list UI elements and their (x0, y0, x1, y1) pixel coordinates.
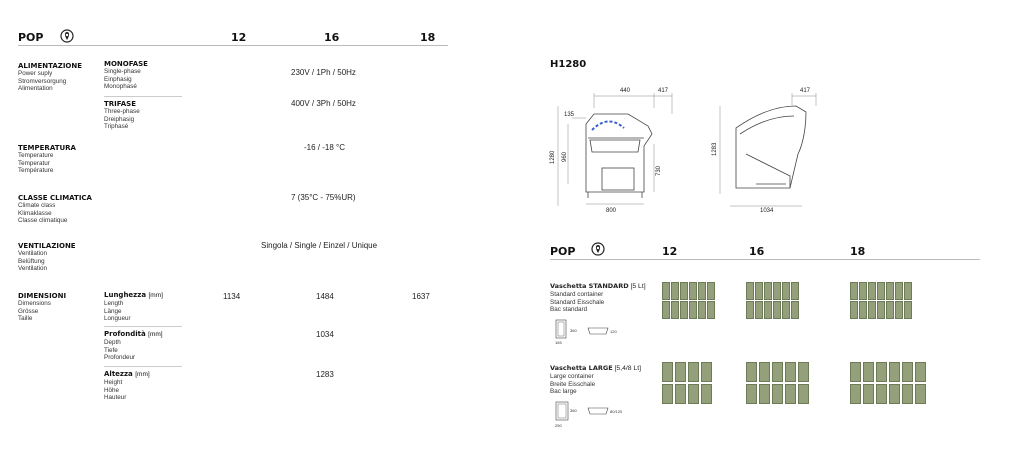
icon-dim-w: 165 (555, 340, 562, 345)
subsection-title: Altezza (104, 370, 133, 378)
subsection-sub: Tiefe (104, 346, 118, 354)
tray-cell (764, 301, 772, 319)
perspective-drawing (706, 84, 836, 219)
dim-135: 135 (564, 112, 575, 118)
dim-417: 417 (800, 88, 811, 94)
tray-sub: Standard container (550, 291, 604, 298)
ventilation-value: Singola / Single / Einzel / Unique (261, 241, 378, 250)
tray-cell (785, 362, 796, 382)
section-sub: Power suply (18, 70, 53, 77)
col-header-18: 18 (420, 31, 436, 44)
section-sub: Belüftung (18, 257, 45, 265)
tray-cell (675, 384, 686, 404)
tray-cell (859, 301, 867, 319)
tray-cell (759, 362, 770, 382)
subsection-sub: Three-phase (104, 108, 140, 115)
subsection-title: Profondità (104, 330, 146, 338)
tray-cell (886, 282, 894, 300)
dim-1283: 1283 (712, 142, 718, 156)
section-sub: Alimentation (18, 85, 53, 93)
tray-large-icon (552, 400, 622, 435)
tray-cell (915, 362, 926, 382)
section-ventilazione (18, 242, 76, 273)
tray-cell (886, 301, 894, 319)
tray-cell (850, 301, 858, 319)
model-title: H1280 (550, 59, 587, 70)
section-sub: Ventilation (18, 250, 48, 257)
tray-cell (701, 384, 712, 404)
tray-cell (889, 362, 900, 382)
tray-cell (662, 384, 673, 404)
col-header-16: 16 (324, 31, 340, 44)
dim-1280: 1280 (550, 150, 556, 164)
subsection-sub: Profondeur (104, 354, 136, 362)
climate-class-value: 7 (35°C - 75%UR) (291, 193, 356, 202)
subsection-altezza (104, 370, 150, 402)
tray-cell (876, 384, 887, 404)
section-title: ALIMENTAZIONE (18, 62, 83, 70)
tray-cell (764, 282, 772, 300)
tray-cell (675, 362, 686, 382)
tray-standard-label (550, 282, 646, 314)
subsection-sub: Height (104, 379, 123, 386)
tray-cell (755, 301, 763, 319)
section-sub: Dimensions (18, 300, 51, 307)
tray-cell (798, 362, 809, 382)
tray-sub: Bac standard (550, 306, 588, 314)
subsection-lunghezza (104, 291, 163, 323)
tray-cell (791, 282, 799, 300)
icon-dim-l: 360 (570, 328, 577, 333)
tray-cell (850, 384, 861, 404)
tray-cell (772, 362, 783, 382)
tray-cell (798, 384, 809, 404)
subsection-sub: Hauteur (104, 394, 127, 402)
icon-dim-h: 80/120 (610, 409, 622, 414)
tray-cell (707, 301, 715, 319)
dim-960: 960 (562, 151, 568, 162)
tray-cell (902, 384, 913, 404)
section-sub: Klimaklasse (18, 209, 52, 217)
length-value-18: 1637 (412, 292, 430, 301)
tray-table-title: POP (550, 245, 576, 258)
section-title: DIMENSIONI (18, 292, 67, 300)
tray-cell (662, 282, 670, 300)
tray-cell (859, 282, 867, 300)
section-sub: Grösse (18, 307, 39, 315)
subsection-sub: Single-phase (104, 68, 141, 75)
section-sub: Stromversorgung (18, 77, 67, 85)
subsection-sub: Triphasé (104, 123, 129, 131)
tray-title: Vaschetta STANDARD (550, 282, 629, 290)
tray-cell (755, 282, 763, 300)
header-divider (550, 259, 980, 260)
sub-divider (104, 366, 182, 367)
tray-unit: [5 Lt] (630, 283, 646, 290)
section-dimensioni (18, 292, 66, 323)
section-title: VENTILAZIONE (18, 242, 76, 250)
icon-dim-h: 120 (610, 329, 617, 334)
height-value: 1283 (316, 370, 334, 379)
subsection-monofase (104, 60, 148, 91)
tray-sub: Breite Eisschale (550, 380, 596, 388)
monofase-value: 230V / 1Ph / 50Hz (291, 68, 356, 77)
tray-cell (868, 282, 876, 300)
section-sub: Taille (18, 315, 33, 323)
tray-cell (759, 384, 770, 404)
icon-dim-l: 360 (570, 408, 577, 413)
subsection-sub: Depth (104, 339, 121, 346)
tray-cell (785, 384, 796, 404)
table-title: POP (18, 31, 44, 44)
icon-dim-w: 250 (555, 423, 562, 428)
unit-label: [mm] (135, 371, 150, 378)
dim-800: 800 (606, 208, 617, 214)
tray-standard-icon (552, 318, 622, 353)
tray-cell (689, 282, 697, 300)
section-sub: Température (18, 167, 54, 175)
subsection-title: TRIFASE (104, 100, 136, 108)
unit-label: [mm] (148, 292, 163, 299)
section-sub: Ventilation (18, 265, 48, 273)
tray-cell (876, 362, 887, 382)
tray-cell (904, 282, 912, 300)
tray-cell (773, 301, 781, 319)
tray-cell (680, 282, 688, 300)
tray-cell (688, 362, 699, 382)
temperature-value: -16 / -18 °C (304, 143, 345, 152)
subsection-sub: Länge (104, 307, 122, 315)
dim-1034: 1034 (760, 208, 774, 214)
tray-cell (877, 301, 885, 319)
tray-cell (671, 301, 679, 319)
tray-cell (773, 282, 781, 300)
subsection-sub: Longueur (104, 315, 131, 323)
section-classe-climatica (18, 194, 92, 225)
tray-cell (782, 301, 790, 319)
tray-cell (791, 301, 799, 319)
subsection-sub: Einphasig (104, 75, 132, 83)
tray-cell (915, 384, 926, 404)
trifase-value: 400V / 3Ph / 50Hz (291, 99, 356, 108)
tray-cell (895, 301, 903, 319)
length-value-16: 1484 (316, 292, 334, 301)
subsection-title: MONOFASE (104, 60, 148, 68)
dim-417: 417 (658, 88, 669, 94)
tray-cell (746, 282, 754, 300)
tray-cell (850, 282, 858, 300)
sub-divider (104, 326, 182, 327)
subsection-sub: Dreiphasig (104, 115, 135, 123)
section-title: TEMPERATURA (18, 144, 76, 152)
header-divider (18, 45, 448, 46)
tray-cell (772, 384, 783, 404)
section-title: CLASSE CLIMATICA (18, 194, 92, 202)
tray-cell (889, 384, 900, 404)
tray-cell (680, 301, 688, 319)
subsection-sub: Length (104, 300, 124, 307)
col-header-18: 18 (850, 245, 866, 258)
tray-cell (782, 282, 790, 300)
section-sub: Climate class (18, 202, 56, 209)
section-sub: Classe climatique (18, 217, 68, 225)
section-sub: Temperature (18, 152, 54, 159)
col-header-16: 16 (749, 245, 765, 258)
tray-cell (698, 301, 706, 319)
tray-cell (904, 301, 912, 319)
length-value-12: 1134 (223, 292, 241, 301)
col-header-12: 12 (231, 31, 247, 44)
tray-cell (746, 384, 757, 404)
sub-divider (104, 96, 182, 97)
tray-cell (895, 282, 903, 300)
subsection-sub: Höhe (104, 386, 120, 394)
tray-sub: Bac large (550, 388, 577, 396)
tray-cell (701, 362, 712, 382)
col-header-12: 12 (662, 245, 678, 258)
tray-cell (671, 282, 679, 300)
tray-unit: [5,4/8 Lt] (614, 365, 641, 372)
subsection-sub: Monophasé (104, 83, 137, 91)
section-alimentazione (18, 62, 82, 93)
tray-large-label (550, 364, 641, 396)
tray-cell (746, 362, 757, 382)
section-sub: Temperatur (18, 159, 50, 167)
tray-cell (868, 301, 876, 319)
tray-cell (662, 301, 670, 319)
tray-cell (863, 362, 874, 382)
tray-sub: Standard Eisschale (550, 298, 605, 306)
tray-cell (688, 384, 699, 404)
tray-cell (863, 384, 874, 404)
tray-cell (707, 282, 715, 300)
section-temperatura (18, 144, 76, 175)
tray-cell (662, 362, 673, 382)
subsection-trifase (104, 100, 140, 131)
tray-cell (689, 301, 697, 319)
subsection-title: Lunghezza (104, 291, 147, 299)
depth-value: 1034 (316, 330, 334, 339)
unit-label: [mm] (148, 331, 163, 338)
side-section-drawing (548, 84, 698, 219)
tray-sub: Large container (550, 373, 594, 380)
dim-440: 440 (620, 88, 631, 94)
tray-cell (902, 362, 913, 382)
tray-cell (746, 301, 754, 319)
tray-cell (850, 362, 861, 382)
tray-cell (698, 282, 706, 300)
tray-title: Vaschetta LARGE (550, 364, 613, 372)
dim-730: 730 (656, 165, 662, 176)
tray-cell (877, 282, 885, 300)
subsection-profondita (104, 330, 163, 362)
